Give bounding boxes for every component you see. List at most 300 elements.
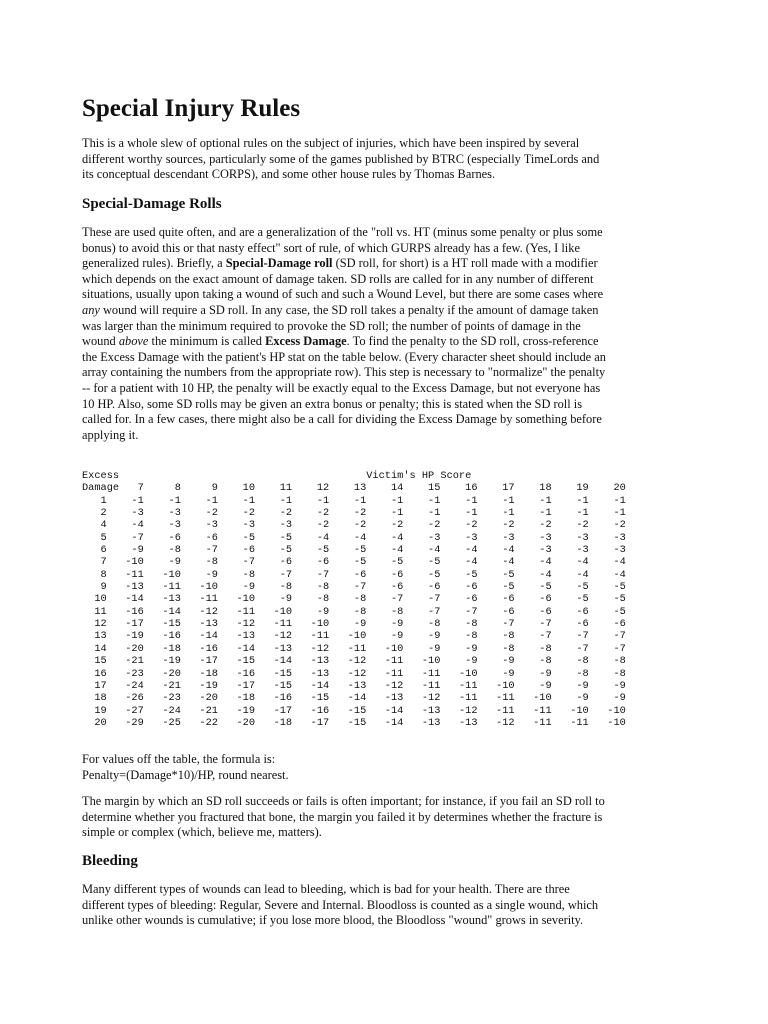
table-cell: -10 [440, 667, 478, 680]
table-cell: -5 [366, 556, 404, 569]
table-hp-column-header: 9 [180, 482, 218, 495]
table-cell: -16 [292, 704, 330, 717]
table-row [82, 507, 626, 519]
table-cell: -3 [403, 531, 441, 544]
table-cell: -5 [329, 556, 367, 569]
emphasis-above: above [118, 334, 149, 349]
table-cell: -6 [551, 618, 589, 631]
table-cell: -9 [514, 679, 552, 692]
table-cell: -5 [440, 568, 478, 581]
table-cell: -8 [551, 667, 589, 680]
text-line: These are used quite often, and are a generalization of the "roll vs. HT (minus some penalty or plus some [82, 225, 603, 239]
table-cell: -8 [440, 618, 478, 631]
table-cell: -2 [180, 507, 218, 520]
table-cell: -17 [180, 655, 218, 668]
table-row [82, 556, 626, 568]
table-cell: -29 [106, 716, 144, 729]
table-cell: -9 [551, 679, 589, 692]
table-cell: -19 [217, 704, 256, 717]
table-damage-cell: 17 [82, 679, 107, 692]
table-cell: -8 [514, 655, 552, 668]
table-cell: -18 [217, 692, 256, 705]
table-cell: -9 [366, 618, 404, 631]
table-cell: -24 [106, 679, 144, 692]
table-cell: -6 [292, 556, 330, 569]
table-cell: -12 [477, 716, 515, 729]
text-line [82, 303, 687, 319]
table-cell: -11 [106, 568, 144, 581]
table-cell: -19 [180, 679, 218, 692]
table-cell: -13 [329, 679, 367, 692]
table-cell: -1 [292, 494, 330, 507]
table-hp-column-header: 7 [119, 482, 144, 495]
table-cell: -7 [403, 605, 441, 618]
table-damage-cell: 14 [82, 642, 107, 655]
table-cell: -1 [440, 494, 478, 507]
table-cell: -11 [477, 692, 515, 705]
table-cell: -3 [514, 531, 552, 544]
table-cell: -23 [143, 692, 181, 705]
section-heading-bleeding: Bleeding [82, 853, 138, 869]
term-special-damage-roll: Special-Damage roll [225, 256, 333, 271]
table-cell: -12 [440, 704, 478, 717]
table-cell: -9 [588, 692, 626, 705]
table-cell: -8 [440, 630, 478, 643]
table-cell: -6 [514, 593, 552, 606]
table-cell: -5 [403, 568, 441, 581]
table-cell: -3 [143, 507, 181, 520]
table-cell: -17 [217, 679, 256, 692]
formula-line: Penalty=(Damage*10)/HP, round nearest. [82, 767, 289, 782]
table-cell: -8 [329, 593, 367, 606]
emphasis-any: any [82, 302, 100, 317]
table-cell: -1 [106, 494, 144, 507]
table-cell: -6 [477, 605, 515, 618]
table-damage-cell: 2 [82, 507, 107, 520]
table-cell: -16 [217, 667, 256, 680]
table-damage-cell: 16 [82, 667, 107, 680]
table-cell: -4 [551, 556, 589, 569]
table-row [82, 532, 626, 544]
table-cell: -18 [143, 642, 181, 655]
table-cell: -3 [255, 519, 293, 532]
table-cell: -6 [588, 618, 626, 631]
text-run: (SD roll, for short) is a HT roll made with a modifier [332, 256, 598, 271]
table-cell: -14 [217, 642, 256, 655]
table-cell: -10 [588, 704, 626, 717]
table-cell: -9 [106, 544, 144, 557]
table-cell: -13 [180, 618, 218, 631]
text-line: different worthy sources, particularly some of the games published by BTRC (especially TimeLords and [82, 151, 600, 166]
table-cell: -6 [440, 593, 478, 606]
table-damage-cell: 13 [82, 630, 107, 643]
text-line: determine whether you fractured that bone, the margin you failed it by determines whether the fracture is [82, 809, 603, 824]
table-header-excess: Excess [82, 470, 120, 482]
table-cell: -7 [403, 593, 441, 606]
table-row [82, 544, 626, 556]
table-damage-cell: 19 [82, 704, 107, 717]
table-cell: -6 [329, 568, 367, 581]
text-line: was larger than the minimum required to provoke the SD roll; the number of points of damage in the [82, 318, 581, 333]
table-cell: -4 [366, 544, 404, 557]
table-row [82, 593, 626, 605]
table-cell: -9 [477, 667, 515, 680]
table-cell: -11 [551, 716, 589, 729]
table-cell: -2 [366, 519, 404, 532]
table-damage-cell: 1 [82, 494, 107, 507]
table-cell: -2 [217, 507, 256, 520]
table-cell: -5 [329, 544, 367, 557]
table-cell: -11 [366, 667, 404, 680]
table-damage-cell: 15 [82, 655, 107, 668]
table-cell: -4 [403, 544, 441, 557]
table-cell: -9 [514, 667, 552, 680]
table-cell: -20 [180, 692, 218, 705]
table-cell: -1 [143, 494, 181, 507]
table-cell: -2 [329, 507, 367, 520]
table-cell: -11 [440, 679, 478, 692]
table-cell: -2 [551, 519, 589, 532]
table-cell: -15 [217, 655, 256, 668]
table-cell: -9 [143, 556, 181, 569]
sd-penalty-table [82, 470, 626, 729]
table-cell: -16 [106, 605, 144, 618]
table-cell: -5 [255, 531, 293, 544]
text-line: simple or complex (which, believe me, matters). [82, 825, 322, 840]
table-damage-cell: 11 [82, 605, 107, 618]
table-cell: -2 [292, 519, 330, 532]
table-cell: -4 [514, 568, 552, 581]
table-cell: -6 [403, 581, 441, 594]
table-cell: -11 [217, 605, 256, 618]
table-cell: -12 [366, 679, 404, 692]
table-hp-column-header: 8 [143, 482, 181, 495]
table-cell: -10 [477, 679, 515, 692]
table-cell: -7 [514, 630, 552, 643]
table-cell: -10 [143, 568, 181, 581]
table-cell: -1 [477, 494, 515, 507]
table-hp-column-header: 18 [514, 482, 552, 495]
text-line: The margin by which an SD roll succeeds or fails is often important; for instance, if you fail an SD roll to [82, 794, 605, 808]
table-cell: -6 [255, 556, 293, 569]
table-hp-column-header: 12 [292, 482, 330, 495]
table-cell: -1 [180, 494, 218, 507]
table-cell: -4 [106, 519, 144, 532]
bleeding-paragraph [82, 882, 687, 929]
table-cell: -13 [366, 692, 404, 705]
text-line [82, 334, 687, 350]
table-cell: -2 [477, 519, 515, 532]
table-cell: -3 [551, 544, 589, 557]
table-cell: -9 [217, 581, 256, 594]
table-cell: -9 [588, 679, 626, 692]
table-cell: -4 [588, 556, 626, 569]
table-cell: -5 [588, 593, 626, 606]
text-line: Many different types of wounds can lead to bleeding, which is bad for your health. There are three [82, 882, 570, 896]
table-row [82, 705, 626, 717]
table-cell: -11 [143, 581, 181, 594]
table-cell: -15 [329, 704, 367, 717]
table-cell: -5 [255, 544, 293, 557]
table-cell: -9 [551, 692, 589, 705]
table-cell: -21 [143, 679, 181, 692]
text-run: . To find the penalty to the SD roll, cross-reference [346, 334, 599, 349]
table-cell: -14 [255, 655, 293, 668]
table-cell: -15 [255, 667, 293, 680]
table-cell: -11 [292, 630, 330, 643]
table-cell: -12 [329, 655, 367, 668]
table-cell: -9 [440, 642, 478, 655]
table-cell: -8 [403, 618, 441, 631]
table-cell: -14 [106, 593, 144, 606]
table-cell: -10 [180, 581, 218, 594]
table-cell: -12 [403, 692, 441, 705]
text-run: generalized rules). Briefly, a [82, 256, 226, 271]
table-row [82, 680, 626, 692]
table-cell: -13 [292, 667, 330, 680]
table-cell: -1 [551, 507, 589, 520]
table-cell: -14 [292, 679, 330, 692]
table-cell: -13 [143, 593, 181, 606]
table-cell: -6 [477, 593, 515, 606]
table-cell: -7 [551, 642, 589, 655]
table-cell: -6 [440, 581, 478, 594]
table-cell: -25 [143, 716, 181, 729]
table-row [82, 643, 626, 655]
table-cell: -1 [588, 507, 626, 520]
text-run: the minimum is called [148, 334, 266, 349]
text-line: -- for a patient with 10 HP, the penalty will be exactly equal to the Excess Damage, but not everyone has [82, 380, 601, 395]
text-line: situations, usually upon taking a wound of such and such a Wound Level, but there are some cases where [82, 287, 604, 302]
table-cell: -8 [329, 605, 367, 618]
table-damage-cell: 4 [82, 519, 107, 532]
table-cell: -2 [403, 519, 441, 532]
term-excess-damage: Excess Damage [265, 334, 347, 349]
table-cell: -9 [329, 618, 367, 631]
text-line: array containing the numbers from the appropriate row). This step is necessary to "normalize" the penalty [82, 365, 606, 380]
table-cell: -19 [106, 630, 144, 643]
table-hp-column-header: 16 [440, 482, 478, 495]
page-title: Special Injury Rules [82, 95, 301, 122]
table-row [82, 618, 626, 630]
table-cell: -9 [180, 568, 218, 581]
table-hp-column-header: 19 [551, 482, 589, 495]
table-cell: -10 [514, 692, 552, 705]
table-cell: -2 [514, 519, 552, 532]
table-cell: -7 [329, 581, 367, 594]
table-cell: -20 [106, 642, 144, 655]
table-row [82, 630, 626, 642]
table-cell: -4 [514, 556, 552, 569]
table-cell: -3 [217, 519, 256, 532]
table-cell: -15 [255, 679, 293, 692]
table-cell: -8 [477, 642, 515, 655]
table-hp-column-header: 15 [403, 482, 441, 495]
table-cell: -7 [217, 556, 256, 569]
table-cell: -5 [551, 581, 589, 594]
table-cell: -2 [255, 507, 293, 520]
table-cell: -18 [255, 716, 293, 729]
table-hp-column-header: 17 [477, 482, 515, 495]
table-cell: -3 [143, 519, 181, 532]
table-cell: -4 [366, 531, 404, 544]
table-row [82, 569, 626, 581]
table-cell: -8 [588, 667, 626, 680]
table-cell: -1 [440, 507, 478, 520]
text-run: wound will require a SD roll. In any case, the SD roll takes a penalty if the amount of damage taken [99, 302, 599, 317]
text-line [82, 256, 687, 272]
table-cell: -17 [255, 704, 293, 717]
table-cell: -7 [588, 630, 626, 643]
table-cell: -9 [403, 630, 441, 643]
table-hp-column-header: 13 [329, 482, 367, 495]
table-cell: -14 [180, 630, 218, 643]
table-cell: -3 [514, 544, 552, 557]
table-damage-cell: 7 [82, 556, 107, 569]
table-cell: -10 [217, 593, 256, 606]
table-cell: -1 [366, 507, 404, 520]
table-cell: -3 [440, 531, 478, 544]
text-line: bonus) to avoid this or that nasty effect" sort of rule, of which GURPS already has a few. (Yes, I like [82, 240, 580, 255]
table-cell: -7 [551, 630, 589, 643]
table-cell: -12 [255, 630, 293, 643]
table-cell: -13 [403, 704, 441, 717]
table-row [82, 519, 626, 531]
table-cell: -14 [329, 692, 367, 705]
table-cell: -9 [255, 593, 293, 606]
text-line: 10 HP. Also, some SD rolls may be given an extra bonus or penalty; this is stated when the SD roll is [82, 396, 583, 411]
table-cell: -2 [329, 519, 367, 532]
table-cell: -2 [292, 507, 330, 520]
table-cell: -13 [217, 630, 256, 643]
table-cell: -6 [366, 581, 404, 594]
table-cell: -11 [403, 667, 441, 680]
table-cell: -13 [292, 655, 330, 668]
table-cell: -14 [143, 605, 181, 618]
table-cell: -17 [292, 716, 330, 729]
table-cell: -14 [366, 716, 404, 729]
table-cell: -7 [292, 568, 330, 581]
table-cell: -1 [514, 507, 552, 520]
table-cell: -5 [477, 568, 515, 581]
table-cell: -1 [588, 494, 626, 507]
table-cell: -8 [292, 581, 330, 594]
table-damage-cell: 10 [82, 593, 107, 606]
table-cell: -4 [477, 544, 515, 557]
table-cell: -10 [292, 618, 330, 631]
table-cell: -9 [477, 655, 515, 668]
table-cell: -3 [551, 531, 589, 544]
intro-paragraph [82, 136, 687, 183]
table-cell: -5 [217, 531, 256, 544]
margin-paragraph [82, 794, 687, 841]
table-cell: -11 [514, 716, 552, 729]
text-line: This is a whole slew of optional rules on the subject of injuries, which have been inspired by several [82, 136, 580, 150]
table-cell: -16 [255, 692, 293, 705]
table-cell: -21 [106, 655, 144, 668]
table-damage-cell: 6 [82, 544, 107, 557]
text-line: applying it. [82, 427, 139, 442]
table-cell: -27 [106, 704, 144, 717]
table-cell: -4 [329, 531, 367, 544]
text-line: its conceptual descendant CORPS), and some other house rules by Thomas Barnes. [82, 167, 496, 182]
table-cell: -7 [180, 544, 218, 557]
table-cell: -1 [329, 494, 367, 507]
table-cell: -1 [514, 494, 552, 507]
table-hp-column-header: 14 [366, 482, 404, 495]
table-cell: -8 [514, 642, 552, 655]
table-cell: -3 [106, 507, 144, 520]
table-cell: -4 [292, 531, 330, 544]
table-cell: -13 [403, 716, 441, 729]
table-cell: -6 [514, 605, 552, 618]
table-cell: -16 [143, 630, 181, 643]
table-cell: -11 [180, 593, 218, 606]
table-row [82, 495, 626, 507]
table-cell: -9 [292, 605, 330, 618]
table-cell: -7 [440, 605, 478, 618]
table-cell: -5 [477, 581, 515, 594]
table-cell: -4 [588, 568, 626, 581]
table-cell: -14 [366, 704, 404, 717]
table-cell: -11 [514, 704, 552, 717]
table-cell: -8 [217, 568, 256, 581]
table-cell: -23 [106, 667, 144, 680]
table-cell: -8 [143, 544, 181, 557]
table-damage-cell: 9 [82, 581, 107, 594]
table-cell: -13 [106, 581, 144, 594]
table-cell: -6 [180, 531, 218, 544]
table-damage-cell: 8 [82, 568, 107, 581]
table-cell: -11 [440, 692, 478, 705]
table-cell: -10 [366, 642, 404, 655]
table-cell: -8 [292, 593, 330, 606]
table-cell: -1 [403, 494, 441, 507]
table-cell: -11 [477, 704, 515, 717]
table-cell: -3 [588, 531, 626, 544]
table-cell: -1 [255, 494, 293, 507]
special-damage-paragraph [82, 225, 687, 443]
table-cell: -10 [329, 630, 367, 643]
table-cell: -11 [366, 655, 404, 668]
table-cell: -12 [329, 667, 367, 680]
table-header-hp-score: Victim's HP Score [366, 470, 472, 482]
table-hp-column-header: 20 [588, 482, 626, 495]
table-cell: -5 [403, 556, 441, 569]
table-row [82, 581, 626, 593]
table-cell: -9 [440, 655, 478, 668]
table-cell: -5 [588, 605, 626, 618]
table-cell: -7 [366, 593, 404, 606]
table-cell: -10 [255, 605, 293, 618]
table-damage-cell: 12 [82, 618, 107, 631]
table-cell: -15 [143, 618, 181, 631]
table-cell: -10 [106, 556, 144, 569]
formula-paragraph [82, 752, 687, 783]
table-cell: -4 [440, 556, 478, 569]
table-cell: -5 [292, 544, 330, 557]
table-cell: -6 [366, 568, 404, 581]
table-cell: -15 [292, 692, 330, 705]
table-cell: -8 [366, 605, 404, 618]
table-cell: -22 [180, 716, 218, 729]
text-line: called for. In a few cases, there might also be a call for dividing the Excess Damage by something before [82, 412, 602, 427]
table-cell: -10 [403, 655, 441, 668]
table-cell: -9 [366, 630, 404, 643]
table-cell: -8 [588, 655, 626, 668]
table-damage-cell: 5 [82, 531, 107, 544]
table-cell: -9 [403, 642, 441, 655]
